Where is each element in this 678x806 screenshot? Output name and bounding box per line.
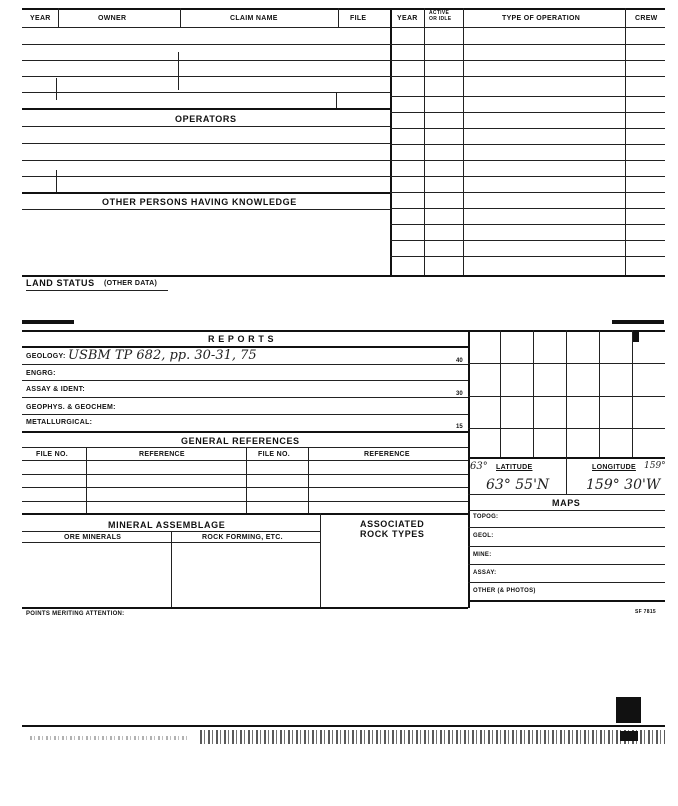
longitude-label: LONGITUDE bbox=[592, 464, 636, 471]
land-status-sub: (OTHER DATA) bbox=[104, 280, 158, 287]
reports-geology-label: GEOLOGY: bbox=[26, 353, 66, 360]
maps-title: MAPS bbox=[552, 498, 581, 508]
reports-engrg-label: ENGRG: bbox=[26, 370, 56, 377]
reports-title: R E P O R T S bbox=[208, 334, 275, 344]
maps-geol: GEOL: bbox=[473, 533, 494, 539]
reports-assay-num: 30 bbox=[456, 391, 463, 397]
reports-metallurgical-num: 15 bbox=[456, 424, 463, 430]
general-references-title: GENERAL REFERENCES bbox=[181, 436, 300, 446]
lat-prefix: 63° bbox=[470, 461, 488, 472]
gr-col-file2: FILE NO. bbox=[258, 451, 290, 458]
assoc-rock-line1: ASSOCIATED bbox=[360, 519, 425, 529]
reports-geology-num: 40 bbox=[456, 358, 463, 364]
col-year2: YEAR bbox=[397, 15, 418, 22]
points-meriting-attention: POINTS MERITING ATTENTION: bbox=[26, 611, 125, 617]
latitude-label: LATITUDE bbox=[496, 464, 533, 471]
maps-topog: TOPOG: bbox=[473, 514, 499, 520]
gr-col-ref2: REFERENCE bbox=[364, 451, 410, 458]
maps-other: OTHER (& PHOTOS) bbox=[473, 588, 536, 594]
col-owner: OWNER bbox=[98, 15, 127, 22]
maps-assay: ASSAY: bbox=[473, 570, 497, 576]
gr-col-file: FILE NO. bbox=[36, 451, 68, 458]
operators-heading: OPERATORS bbox=[175, 114, 237, 124]
latitude-value: 63° 55'N bbox=[486, 477, 550, 493]
assoc-rock-line2: ROCK TYPES bbox=[360, 529, 425, 539]
col-year: YEAR bbox=[30, 15, 51, 22]
col-claim-name: CLAIM NAME bbox=[230, 15, 278, 22]
other-persons-heading: OTHER PERSONS HAVING KNOWLEDGE bbox=[102, 197, 297, 207]
longitude-value: 159° 30'W bbox=[586, 477, 661, 493]
maps-mine: MINE: bbox=[473, 552, 492, 558]
reports-geophys-label: GEOPHYS. & GEOCHEM: bbox=[26, 404, 116, 411]
reports-metallurgical-label: METALLURGICAL: bbox=[26, 419, 93, 426]
col-type-of-operation: TYPE OF OPERATION bbox=[502, 15, 581, 22]
mineral-assemblage-title: MINERAL ASSEMBLAGE bbox=[108, 520, 226, 530]
form-number: SF 7815 bbox=[635, 609, 657, 615]
ore-minerals-col: ORE MINERALS bbox=[64, 534, 122, 541]
col-file: FILE bbox=[350, 15, 367, 22]
rock-forming-col: ROCK FORMING, ETC. bbox=[202, 534, 283, 541]
land-status-label: LAND STATUS bbox=[26, 278, 95, 288]
col-crew: CREW bbox=[635, 15, 658, 22]
gr-col-ref: REFERENCE bbox=[139, 451, 185, 458]
reports-geology-value: USBM TP 682, pp. 30-31, 75 bbox=[68, 348, 257, 363]
reports-assay-label: ASSAY & IDENT: bbox=[26, 386, 86, 393]
col-active-idle: ACTIVE OR IDLE bbox=[429, 10, 452, 22]
lon-suffix: 159° bbox=[644, 461, 666, 471]
